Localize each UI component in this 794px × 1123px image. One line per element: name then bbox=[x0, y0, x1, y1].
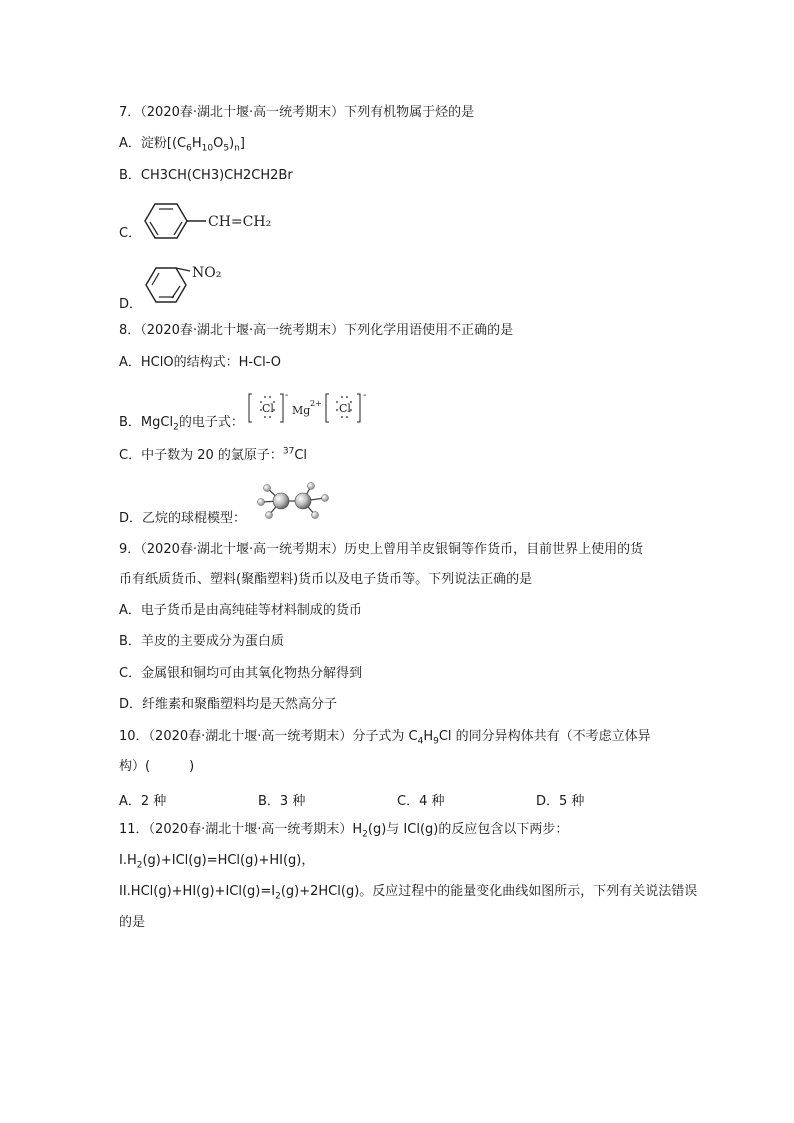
q11-step2: $II.HCl(g)+HI(g)+ICl(g)=I_2(g)+2HCl(g)$。反应过程中的能量变化曲线如图所示，下列有关说法错误 bbox=[119, 884, 698, 902]
q8-option-b: B．MgCl$_2$的电子式： bbox=[119, 415, 244, 433]
svg-text:2+: 2+ bbox=[310, 399, 322, 408]
hydrogen-atom bbox=[308, 483, 315, 490]
q9-option-b: B．羊皮的主要成分为蛋白质 bbox=[119, 634, 284, 649]
q7-stem: 7．（2020春·湖北十堰·高一统考期末）下列有机物属于烃的是 bbox=[119, 105, 475, 120]
svg-text:-: - bbox=[363, 391, 367, 401]
q9-option-a: A．电子货币是由高纯硅等材料制成的货币 bbox=[119, 603, 362, 618]
nitrobenzene-structure bbox=[138, 258, 248, 306]
hydrogen-atom bbox=[258, 499, 265, 506]
hydrogen-atom bbox=[266, 512, 273, 519]
q9-stem-line1: 9．（2020春·湖北十堰·高一统考期末）历史上曾用羊皮银铜等作货币，目前世界上使用的货 bbox=[119, 542, 644, 557]
q11-stem: 11．（2020春·湖北十堰·高一统考期末）$H_2(g)$与 ICl(g)的反应包含以下两步： bbox=[119, 822, 569, 840]
q11-step1: $I.H_2(g)+ICl(g)=HCl(g)+HI(g)$， bbox=[119, 853, 315, 871]
styrene-structure bbox=[138, 200, 298, 242]
q10-option-d: D．5 种 bbox=[536, 794, 585, 809]
carbon-atom bbox=[295, 493, 311, 509]
q10-option-a: A．2 种 bbox=[119, 794, 167, 809]
q7-option-d-label: D． bbox=[119, 297, 143, 312]
q8-option-d: D．乙烷的球棍模型： bbox=[119, 511, 247, 526]
ethane-ball-stick-model bbox=[253, 480, 333, 522]
hydrogen-atom bbox=[312, 512, 319, 519]
q8-stem: 8．（2020春·湖北十堰·高一统考期末）下列化学用语使用不正确的是 bbox=[119, 323, 514, 338]
hydrogen-atom bbox=[264, 485, 271, 492]
q10-option-b: B．3 种 bbox=[258, 794, 306, 809]
q8-option-a: A．HClO的结构式：H-Cl-O bbox=[119, 355, 282, 370]
hydrogen-atom bbox=[322, 495, 329, 502]
q9-option-c: C．金属银和铜均可由其氧化物热分解得到 bbox=[119, 666, 363, 681]
q7-option-b: B．CH3CH(CH3)CH2CH2Br bbox=[119, 168, 293, 183]
mgcl2-electron-formula bbox=[247, 391, 375, 425]
q10-option-c: C．4 种 bbox=[397, 794, 445, 809]
q7-option-c-label: C． bbox=[119, 226, 142, 241]
q10-stem-line2: 构）( ) bbox=[119, 759, 195, 774]
carbon-atom bbox=[273, 493, 289, 509]
svg-text:Cl: Cl bbox=[339, 402, 351, 415]
nitro-formula: NO₂ bbox=[192, 265, 222, 281]
mg-ion: Mg bbox=[292, 404, 311, 417]
q7-option-a: A．淀粉$[(C_6H_{10}O_5)_n]$ bbox=[119, 136, 245, 154]
svg-text:Cl: Cl bbox=[262, 402, 274, 415]
styrene-formula: CH=CH₂ bbox=[208, 214, 272, 230]
q9-option-d: D．纤维素和聚酯塑料均是天然高分子 bbox=[119, 697, 338, 712]
svg-text:-: - bbox=[285, 391, 289, 401]
q8-option-c: C．中子数为 20 的氯原子：$^{37}$Cl bbox=[119, 446, 308, 463]
q10-stem-line1: 10．（2020春·湖北十堰·高一统考期末）分子式为 $C_4H_9Cl$ 的同分异构体共有（不考虑立体异 bbox=[119, 729, 651, 747]
q9-stem-line2: 币有纸质货币、塑料(聚酯塑料)货币以及电子货币等。下列说法正确的是 bbox=[119, 572, 533, 587]
q11-step2-end: 的是 bbox=[119, 915, 146, 930]
